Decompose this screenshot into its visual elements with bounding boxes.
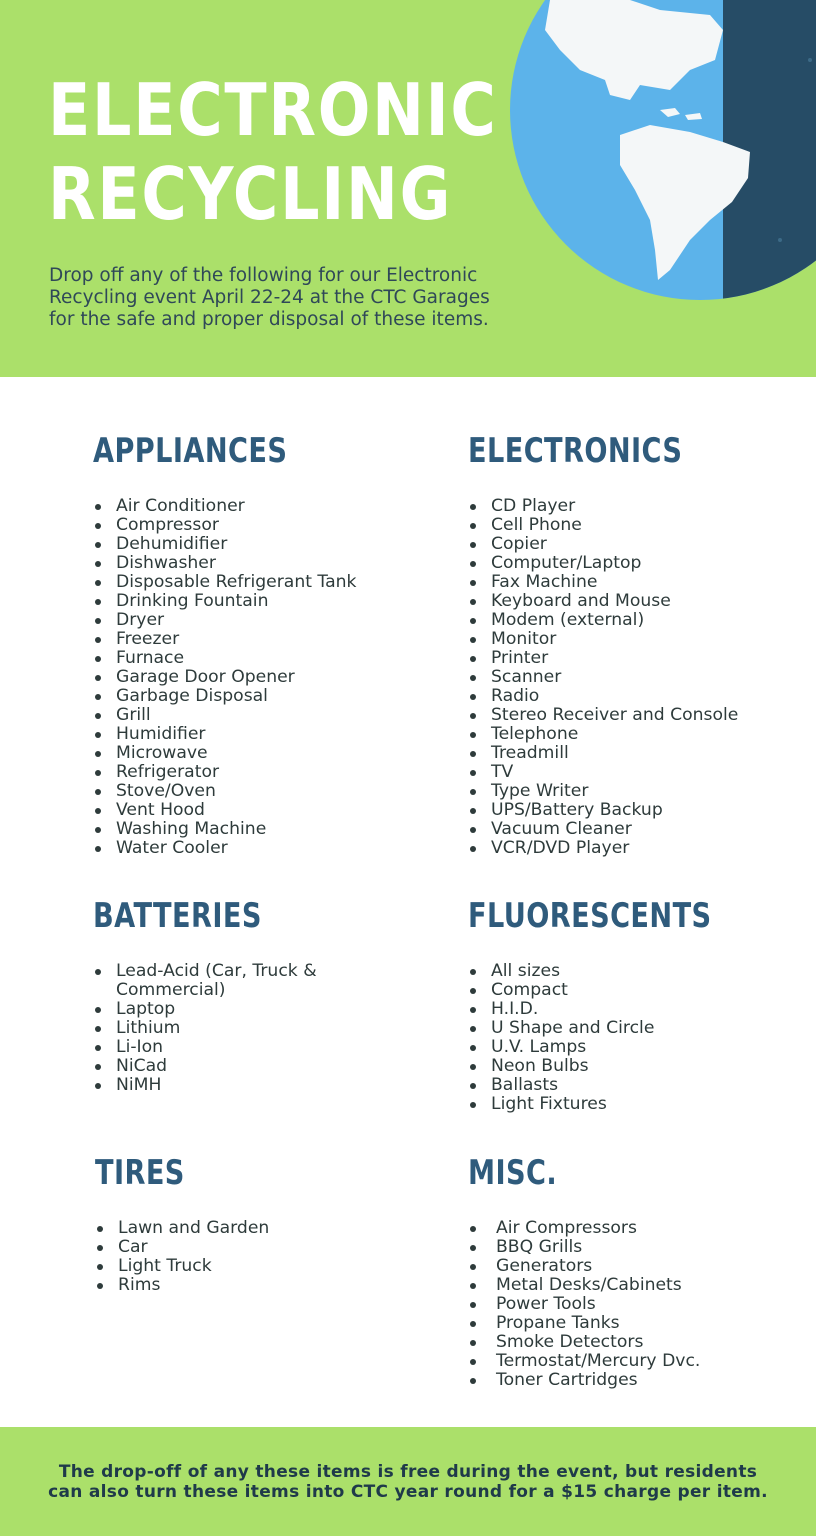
item-list: [93, 497, 356, 858]
list-item: U Shape and Circle: [468, 1019, 772, 1038]
list-item: Humidifier: [93, 725, 356, 744]
item-list: [468, 962, 772, 1114]
list-item: Disposable Refrigerant Tank: [93, 573, 356, 592]
list-item: Propane Tanks: [468, 1314, 700, 1333]
list-item: NiMH: [93, 1076, 317, 1095]
list-item: Ballasts: [468, 1076, 772, 1095]
item-list: [468, 497, 738, 858]
list-item: Compact: [468, 981, 772, 1000]
list-item: Telephone: [468, 725, 738, 744]
list-item: Washing Machine: [93, 820, 356, 839]
list-item: Lithium: [93, 1019, 317, 1038]
title-line-1: ELECTRONIC: [48, 68, 498, 152]
section-misc: [468, 1153, 700, 1390]
list-item: Scanner: [468, 668, 738, 687]
list-item: Stereo Receiver and Console: [468, 706, 738, 725]
list-item: Treadmill: [468, 744, 738, 763]
section-heading: TIRES: [95, 1153, 185, 1193]
list-item: Dehumidifier: [93, 535, 356, 554]
list-item: Metal Desks/Cabinets: [468, 1276, 700, 1295]
list-item: Li-Ion: [93, 1038, 317, 1057]
item-list: [93, 962, 317, 1095]
list-item: Termostat/Mercury Dvc.: [468, 1352, 700, 1371]
list-item: Drinking Fountain: [93, 592, 356, 611]
section-batteries: [93, 896, 317, 1095]
list-item: Microwave: [93, 744, 356, 763]
intro-text: [49, 265, 549, 331]
list-item: Rims: [95, 1276, 269, 1295]
list-item: Light Truck: [95, 1257, 269, 1276]
intro-line-2: Recycling event April 22-24 at the CTC Garages: [49, 287, 490, 308]
list-item: Radio: [468, 687, 738, 706]
list-item: Air Compressors: [468, 1219, 700, 1238]
list-item: Garage Door Opener: [93, 668, 356, 687]
list-item: Cell Phone: [468, 516, 738, 535]
list-item: Modem (external): [468, 611, 738, 630]
footer-line-2: can also turn these items into CTC year round for a $15 charge per item.: [48, 1481, 768, 1502]
section-heading: APPLIANCES: [93, 431, 288, 471]
list-item: Vent Hood: [93, 801, 356, 820]
footer-banner: [0, 1427, 816, 1536]
list-item: Neon Bulbs: [468, 1057, 772, 1076]
section-heading: FLUORESCENTS: [468, 896, 712, 936]
list-item: Air Conditioner: [93, 497, 356, 516]
list-item: Toner Cartridges: [468, 1371, 700, 1390]
list-item: Car: [95, 1238, 269, 1257]
list-item: VCR/DVD Player: [468, 839, 738, 858]
list-item: Grill: [93, 706, 356, 725]
list-item: BBQ Grills: [468, 1238, 700, 1257]
title-line-2: RECYCLING: [48, 152, 453, 236]
list-item: UPS/Battery Backup: [468, 801, 738, 820]
list-item-line-2: Commercial): [116, 980, 226, 1000]
list-item: Lawn and Garden: [95, 1219, 269, 1238]
footer-line-1: The drop-off of any these items is free during the event, but residents: [58, 1461, 758, 1482]
item-list: [468, 1219, 700, 1390]
section-heading: MISC.: [468, 1153, 558, 1193]
header-banner: [0, 0, 816, 377]
section-tires: [95, 1153, 269, 1295]
list-item: Light Fixtures: [468, 1095, 772, 1114]
list-item: [93, 962, 317, 1000]
list-item-line-1: Lead-Acid (Car, Truck &: [116, 961, 317, 981]
list-item: Stove/Oven: [93, 782, 356, 801]
section-heading: ELECTRONICS: [468, 431, 683, 471]
globe-icon: [510, 0, 816, 300]
list-item: Refrigerator: [93, 763, 356, 782]
list-item: Laptop: [93, 1000, 317, 1019]
list-item: Garbage Disposal: [93, 687, 356, 706]
list-item: Dryer: [93, 611, 356, 630]
section-fluorescents: [468, 896, 772, 1114]
list-item: Generators: [468, 1257, 700, 1276]
list-item: Compressor: [93, 516, 356, 535]
list-item: Vacuum Cleaner: [468, 820, 738, 839]
list-item: Printer: [468, 649, 738, 668]
section-electronics: [468, 431, 738, 858]
footer-note: [28, 1462, 788, 1502]
section-heading: BATTERIES: [93, 896, 262, 936]
list-item: Power Tools: [468, 1295, 700, 1314]
item-list: [95, 1219, 269, 1295]
list-item: Keyboard and Mouse: [468, 592, 738, 611]
list-item: TV: [468, 763, 738, 782]
list-item: Fax Machine: [468, 573, 738, 592]
list-item: Water Cooler: [93, 839, 356, 858]
list-item: H.I.D.: [468, 1000, 772, 1019]
list-item: Smoke Detectors: [468, 1333, 700, 1352]
list-item: Computer/Laptop: [468, 554, 738, 573]
list-item: CD Player: [468, 497, 738, 516]
page-title: [48, 68, 498, 236]
list-item: Freezer: [93, 630, 356, 649]
list-item: U.V. Lamps: [468, 1038, 772, 1057]
list-item: Dishwasher: [93, 554, 356, 573]
list-item: Monitor: [468, 630, 738, 649]
list-item: Copier: [468, 535, 738, 554]
list-item: Type Writer: [468, 782, 738, 801]
list-item: NiCad: [93, 1057, 317, 1076]
intro-line-3: for the safe and proper disposal of these items.: [49, 309, 489, 330]
intro-line-1: Drop off any of the following for our Electronic: [49, 265, 478, 286]
section-appliances: [93, 431, 356, 858]
list-item: Furnace: [93, 649, 356, 668]
list-item: All sizes: [468, 962, 772, 981]
